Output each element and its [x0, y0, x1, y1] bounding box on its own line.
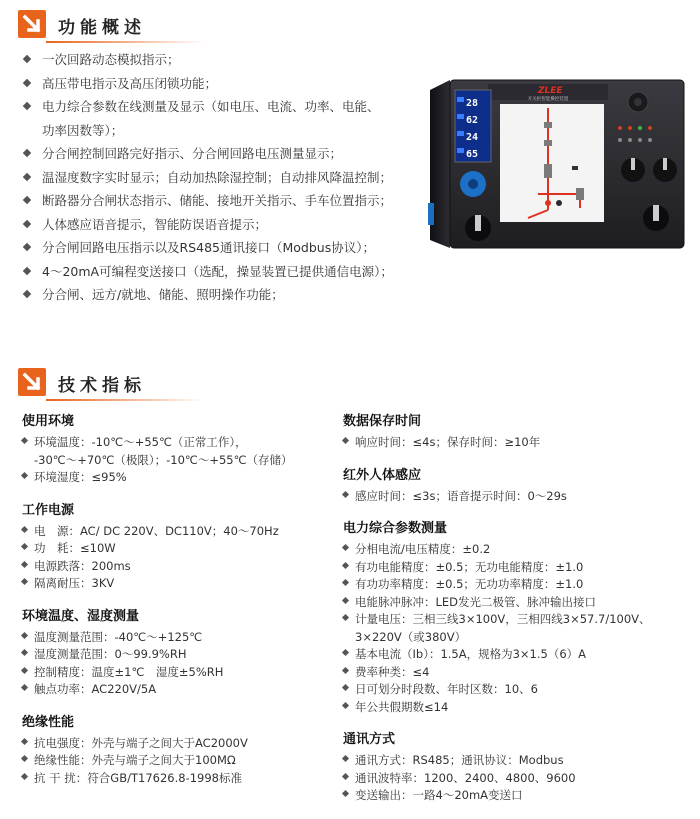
spec-row	[22, 540, 352, 558]
spec-text: 年公共假期数≤14	[355, 699, 449, 714]
feature-text: 分合闸控制回路完好指示、分合闸回路电压测量显示；	[42, 146, 343, 161]
bullet-diamond-icon	[23, 172, 31, 180]
spec-text: 通讯方式：RS485；通讯协议：Modbus	[355, 753, 564, 767]
device-image	[428, 78, 686, 253]
lcd-reading-1: 28	[466, 98, 479, 109]
bullet-diamond-icon	[21, 666, 28, 673]
spec-row	[343, 681, 693, 699]
spec-text: 有功电能精度：±0.5；无功电能精度：±1.0	[355, 559, 584, 574]
spec-group-title: 环境温度、湿度测量	[22, 608, 140, 624]
spec-text: 隔离耐压：3KV	[34, 576, 115, 590]
bullet-diamond-icon	[342, 561, 349, 568]
feature-item	[22, 119, 422, 143]
bullet-diamond-icon	[342, 790, 349, 797]
spec-text: -30℃～+70℃（极限）；-10℃～+55℃（存储）	[34, 452, 293, 467]
spec-text: 绝缘性能：外壳与端子之间大于100MΩ	[34, 753, 236, 767]
feature-text: 人体感应语音提示，智能防误语音提示；	[42, 216, 268, 232]
spec-text: 触点功率：AC220V/5A	[34, 682, 157, 696]
spec-text: 电源跌落：200ms	[34, 558, 131, 573]
bullet-diamond-icon	[342, 437, 349, 444]
spec-row	[22, 558, 352, 576]
bullet-diamond-icon	[23, 149, 31, 157]
device-subtitle: 开关柜智能操控装置	[527, 97, 569, 102]
spec-row	[343, 787, 693, 805]
spec-text: 环境湿度：≤95%	[34, 470, 127, 484]
spec-row	[343, 752, 693, 770]
spec-row	[22, 523, 352, 541]
bullet-diamond-icon	[23, 78, 31, 86]
spec-row	[343, 770, 693, 788]
feature-item	[22, 72, 422, 96]
bullet-diamond-icon	[23, 196, 31, 204]
spec-text: 抗电强度：外壳与端子之间大于AC2000V	[34, 735, 248, 750]
spec-text: 感应时间：≤3s；语音提示时间：0～29s	[355, 488, 567, 503]
specs-right-column	[343, 412, 693, 819]
spec-row	[22, 469, 352, 487]
spec-row	[343, 629, 693, 647]
bullet-diamond-icon	[23, 219, 31, 227]
spec-group	[22, 713, 352, 788]
spec-row	[22, 575, 352, 593]
spec-text: 环境温度：-10℃～+55℃（正常工作），	[34, 435, 247, 449]
bullet-diamond-icon	[21, 543, 28, 550]
spec-text: 电能脉冲脉冲：LED发光二极管、脉冲输出接口	[355, 594, 597, 609]
spec-text: 控制精度：温度±1℃ 湿度±5%RH	[34, 664, 224, 679]
feature-text: 分合闸回路电压指示以及RS485通讯接口（Modbus协议）；	[42, 240, 375, 255]
spec-group	[22, 501, 352, 593]
feature-item	[22, 48, 422, 72]
bullet-diamond-icon	[342, 544, 349, 551]
spec-row	[22, 452, 352, 470]
bullet-diamond-icon	[21, 525, 28, 532]
bullet-diamond-icon	[342, 579, 349, 586]
feature-text: 断路器分合闸状态指示、储能、接地开关指示、手车位置指示；	[42, 193, 393, 208]
feature-item	[22, 236, 422, 260]
bullet-diamond-icon	[342, 614, 349, 621]
bullet-diamond-icon	[342, 755, 349, 762]
spec-text: 3×220V（或380V）	[355, 629, 467, 644]
feature-text: 一次回路动态模拟指示；	[42, 52, 180, 67]
spec-text: 计量电压：三相三线3×100V，三相四线3×57.7/100V、	[355, 612, 651, 626]
bullet-diamond-icon	[21, 649, 28, 656]
spec-text: 电 源：AC/ DC 220V、DC110V；40～70Hz	[34, 523, 279, 538]
spec-row	[343, 611, 693, 629]
bullet-diamond-icon	[342, 649, 349, 656]
spec-row	[22, 681, 352, 699]
spec-text: 日可划分时段数、年时区数：10、6	[355, 682, 538, 696]
specs-title: 技术指标	[58, 376, 146, 396]
spec-group-title: 通讯方式	[343, 732, 396, 747]
spec-group-title: 数据保存时间	[343, 414, 422, 429]
feature-text: 4～20mA可编程变送接口（选配，操显装置已提供通信电源）；	[42, 263, 393, 279]
specs-underline	[46, 399, 206, 401]
bullet-diamond-icon	[342, 684, 349, 691]
bullet-diamond-icon	[342, 490, 349, 497]
feature-text: 电力综合参数在线测量及显示（如电压、电流、功率、电能、	[42, 99, 380, 114]
feature-text: 温湿度数字实时显示；自动加热除湿控制；自动排风降温控制；	[42, 169, 393, 185]
lcd-reading-4: 65	[466, 149, 479, 160]
spec-group	[22, 607, 352, 699]
feature-item	[22, 260, 422, 284]
feature-item	[22, 283, 422, 307]
spec-group	[22, 412, 352, 487]
feature-text: 分合闸、远方/就地、储能、照明操作功能；	[42, 287, 284, 302]
spec-group-title: 红外人体感应	[343, 467, 422, 483]
bullet-diamond-icon	[21, 684, 28, 691]
bullet-diamond-icon	[23, 266, 31, 274]
feature-text: 高压带电指示及高压闭锁功能；	[42, 75, 218, 91]
spec-row	[22, 735, 352, 753]
spec-text: 基本电流（Ib）：1.5A，规格为3×1.5（6）A	[355, 647, 587, 661]
features-list	[22, 48, 422, 307]
spec-group-title: 绝缘性能	[22, 714, 75, 730]
spec-group	[343, 466, 693, 506]
feature-item	[22, 189, 422, 213]
spec-text: 有功功率精度：±0.5；无功功率精度：±1.0	[355, 577, 584, 591]
spec-row	[22, 629, 352, 647]
bullet-diamond-icon	[23, 102, 31, 110]
bullet-diamond-icon	[23, 243, 31, 251]
spec-group	[343, 730, 693, 805]
spec-row	[343, 541, 693, 559]
features-title: 功能概述	[58, 18, 146, 38]
feature-item	[22, 142, 422, 166]
bullet-diamond-icon	[342, 596, 349, 603]
bullet-diamond-icon	[21, 755, 28, 762]
spec-text: 湿度测量范围：0～99.9%RH	[34, 647, 187, 661]
bullet-diamond-icon	[21, 437, 28, 444]
spec-row	[22, 664, 352, 682]
spec-group	[343, 519, 693, 716]
bullet-diamond-icon	[342, 772, 349, 779]
spec-row	[22, 752, 352, 770]
spec-group-title: 使用环境	[22, 414, 75, 429]
spec-text: 分相电流/电压精度：±0.2	[355, 542, 491, 556]
spec-row	[343, 646, 693, 664]
spec-text: 抗 干 扰：符合GB/T17626.8-1998标准	[34, 770, 242, 785]
bullet-diamond-icon	[342, 666, 349, 673]
features-header	[18, 10, 198, 44]
spec-row	[343, 664, 693, 682]
feature-text: 功率因数等）；	[42, 122, 124, 138]
spec-group-title: 工作电源	[22, 502, 75, 518]
bullet-diamond-icon	[21, 772, 28, 779]
spec-row	[343, 594, 693, 612]
spec-text: 变送输出：一路4～20mA变送口	[355, 788, 523, 802]
bullet-diamond-icon	[23, 290, 31, 298]
specs-header	[18, 368, 198, 402]
spec-row	[22, 770, 352, 788]
bullet-diamond-icon	[21, 578, 28, 585]
bullet-diamond-icon	[21, 560, 28, 567]
bullet-diamond-icon	[21, 737, 28, 744]
spec-text: 通讯波特率：1200、2400、4800、9600	[355, 770, 576, 785]
spec-row	[22, 646, 352, 664]
spec-text: 费率种类：≤4	[355, 664, 430, 679]
device-brand: ZLEE	[538, 86, 563, 96]
features-underline	[46, 41, 206, 43]
feature-item	[22, 166, 422, 190]
lcd-reading-3: 24	[466, 132, 479, 143]
spec-row	[343, 699, 693, 717]
spec-row	[343, 576, 693, 594]
spec-row	[343, 434, 693, 452]
specs-left-column	[22, 412, 352, 801]
arrow-down-right-icon	[18, 368, 46, 396]
bullet-diamond-icon	[342, 701, 349, 708]
bullet-diamond-icon	[21, 631, 28, 638]
spec-text: 响应时间：≤4s；保存时间：≥10年	[355, 435, 541, 449]
feature-item	[22, 213, 422, 237]
spec-row	[22, 434, 352, 452]
lcd-reading-2: 62	[466, 115, 479, 126]
spec-group	[343, 412, 693, 452]
spec-group-title: 电力综合参数测量	[343, 521, 448, 536]
spec-row	[343, 559, 693, 577]
spec-text: 功 耗：≤10W	[34, 541, 116, 555]
bullet-diamond-icon	[23, 55, 31, 63]
arrow-down-right-icon	[18, 10, 46, 38]
spec-text: 温度测量范围：-40℃～+125℃	[34, 629, 203, 644]
spec-row	[343, 488, 693, 506]
bullet-diamond-icon	[21, 472, 28, 479]
feature-item	[22, 95, 422, 119]
